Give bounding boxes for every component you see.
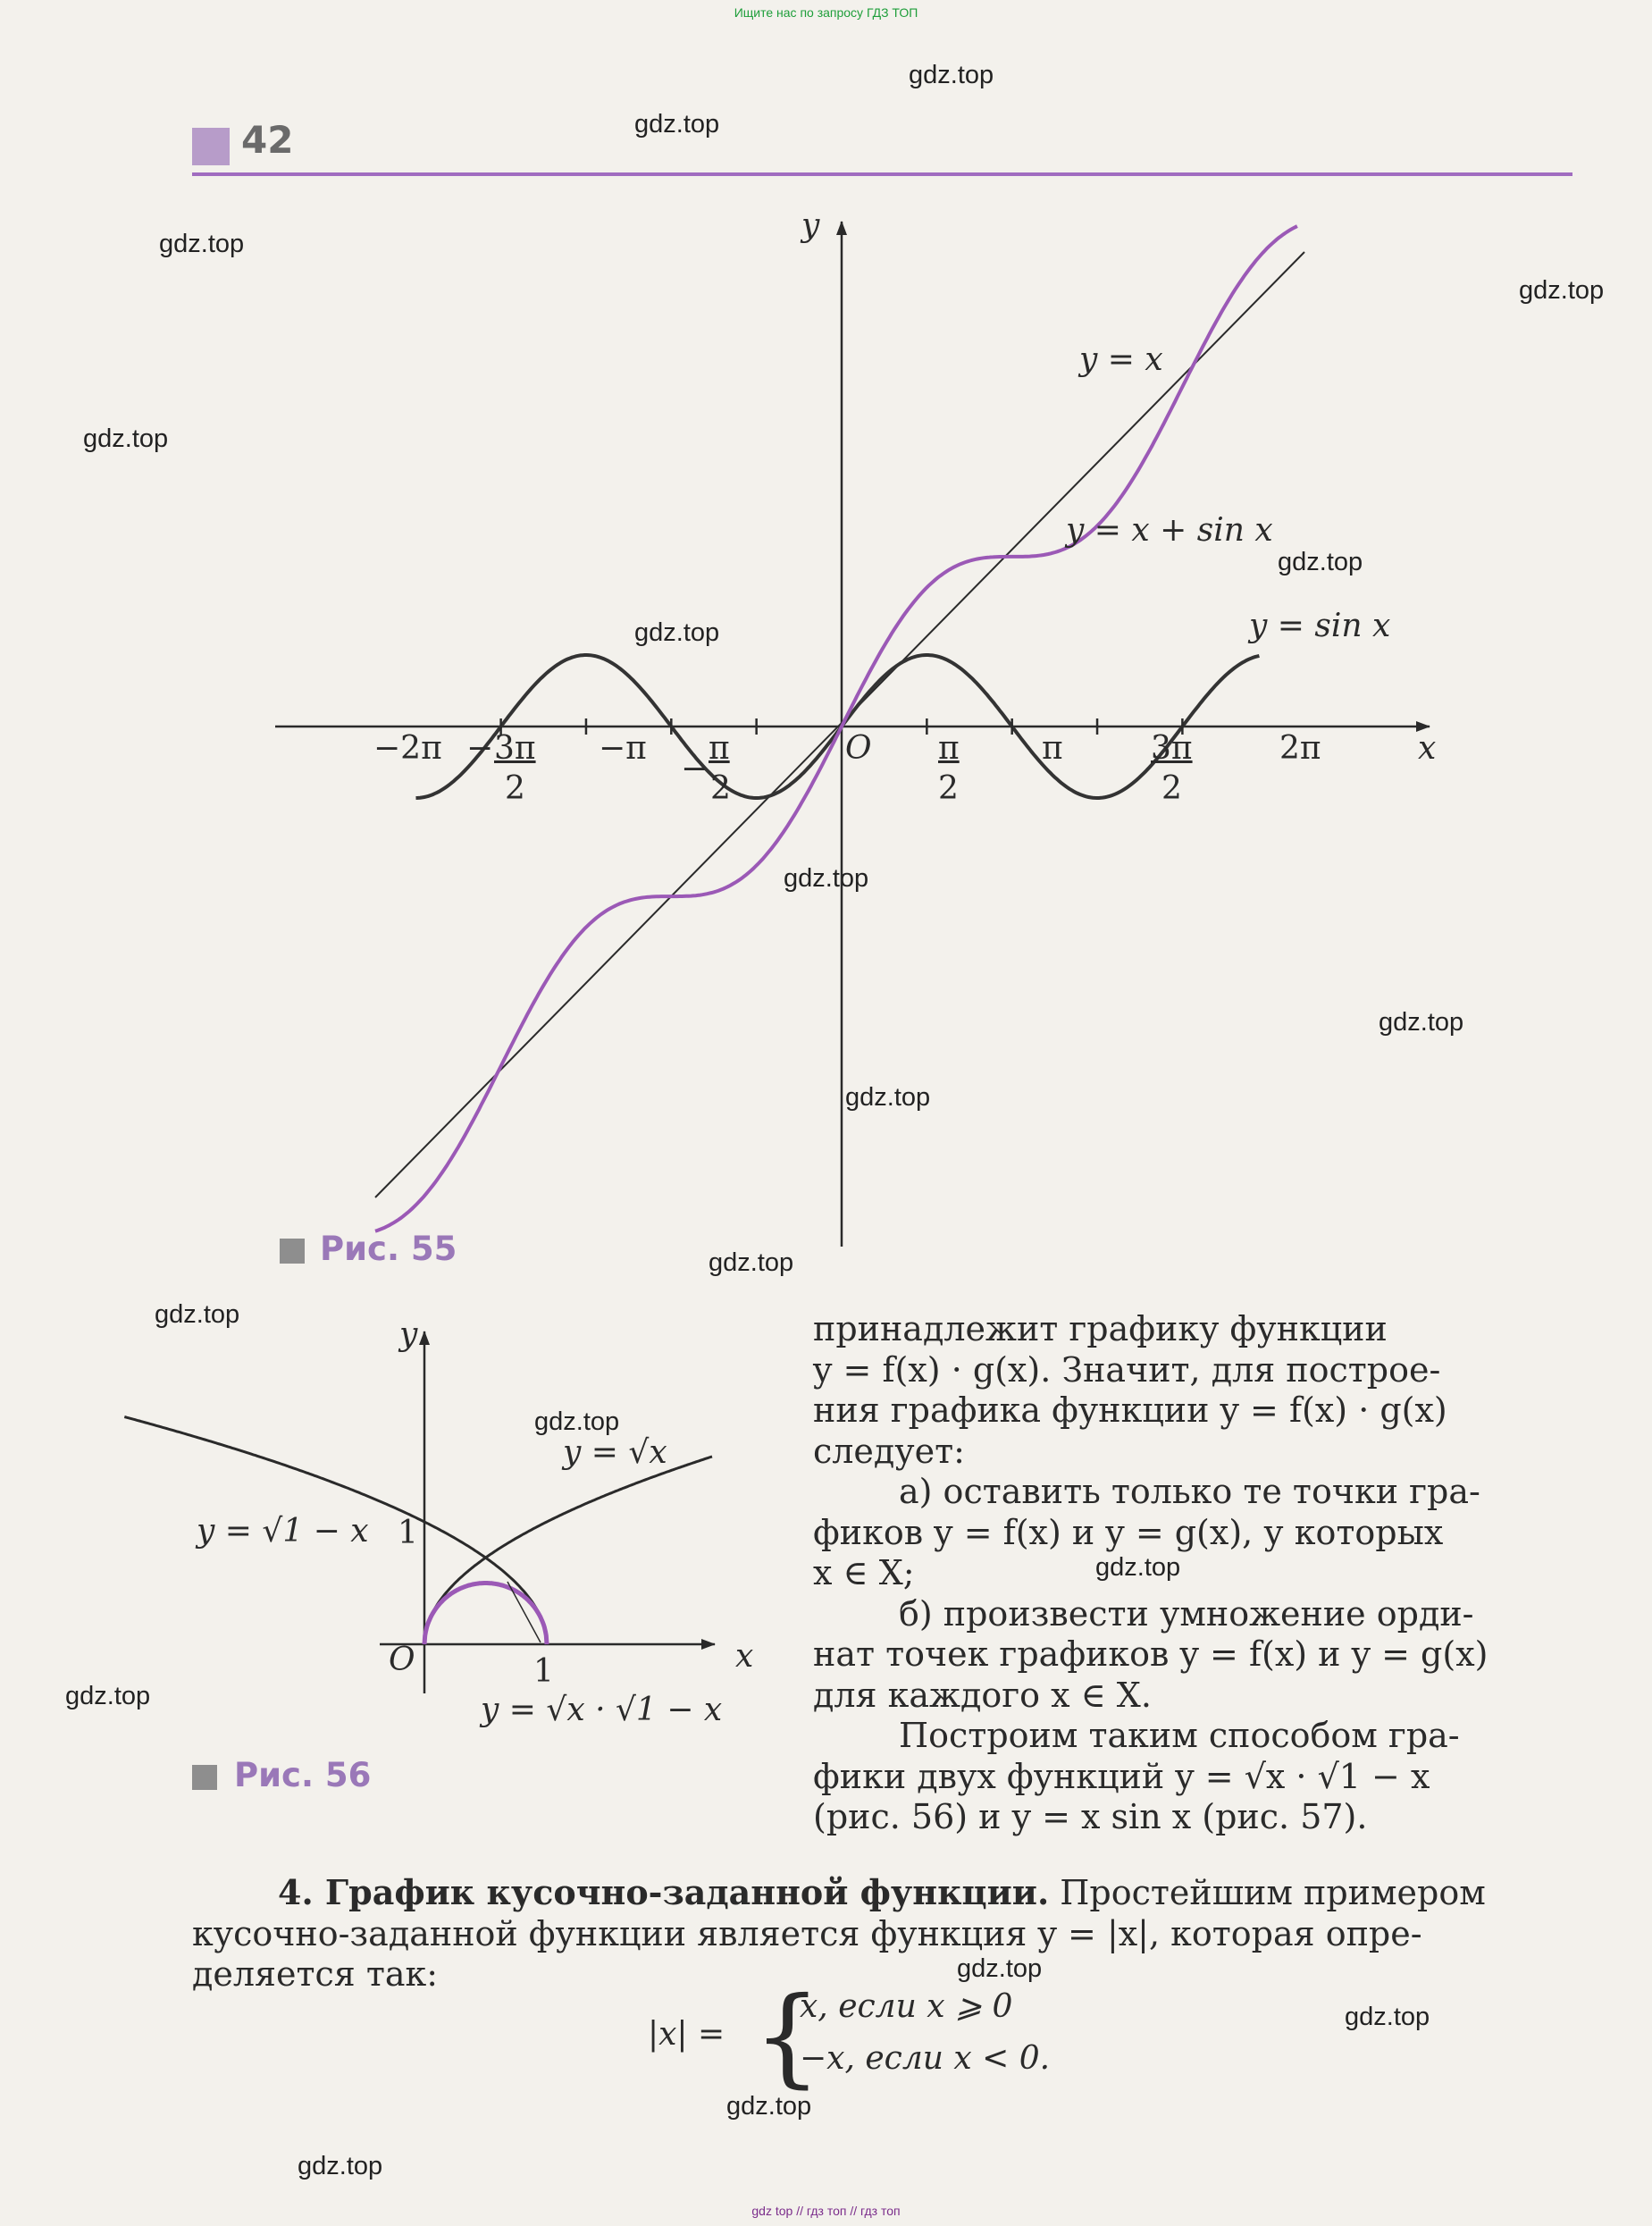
page-number: 42: [241, 118, 294, 162]
watermark: gdz.top: [845, 1083, 931, 1112]
text-line: для каждого x ∈ X.: [813, 1675, 1152, 1715]
text-line: фиков y = f(x) и y = g(x), у которых: [813, 1512, 1444, 1552]
watermark: gdz.top: [784, 864, 869, 893]
label-sin-x: y = sin x: [1249, 608, 1391, 644]
text-line: нат точек графиков y = f(x) и y = g(x): [813, 1634, 1488, 1674]
watermark: gdz.top: [709, 1248, 794, 1277]
section-4-title: 4. График кусочно-заданной функции.: [278, 1872, 1050, 1912]
top-banner: Ищите нас по запросу ГДЗ ТОП: [734, 5, 918, 20]
text-line: Построим таким способом гра-: [899, 1716, 1460, 1755]
text-line: следует:: [813, 1431, 965, 1471]
text-line: [192, 1872, 1568, 1914]
text-line: кусочно-заданной функции является функция y = |x|, которая опре-: [192, 1913, 1422, 1953]
watermark: gdz.top: [1345, 2003, 1430, 2031]
abs-lhs: |x| =: [648, 2016, 725, 2053]
tick-label-minus-sign: −: [466, 730, 494, 767]
curve-sqrt-x: [424, 1457, 712, 1644]
case-2: −x, если x < 0.: [800, 2040, 1051, 2077]
fig56-caption: Рис. 56: [234, 1756, 372, 1794]
text-line: y = f(x) · g(x). Значит, для построе-: [813, 1349, 1441, 1390]
text-line: (рис. 56) и y = x sin x (рис. 57).: [813, 1797, 1368, 1836]
fig56-caption-marker: [192, 1765, 217, 1790]
watermark: gdz.top: [909, 61, 994, 89]
fig56-origin-label: O: [389, 1642, 415, 1678]
text-line: б) произвести умножение орди-: [899, 1593, 1474, 1634]
section-4-rest: Простейшим примером: [1049, 1873, 1486, 1912]
tick-label-3pi-num: 3π: [494, 730, 536, 767]
label-sqrt-1-minus-x: y = √1 − x: [197, 1513, 369, 1550]
watermark: gdz.top: [1095, 1553, 1181, 1582]
watermark: gdz.top: [634, 110, 720, 139]
text-line: принадлежит графику функции: [813, 1309, 1388, 1348]
brace: {: [753, 1975, 822, 2099]
watermark: gdz.top: [159, 230, 245, 258]
watermark: gdz.top: [1519, 276, 1605, 305]
tick-label-2pi: 2π: [1279, 730, 1321, 767]
watermark: gdz.top: [298, 2152, 383, 2180]
watermark: gdz.top: [1379, 1008, 1464, 1037]
curve-product: [424, 1583, 547, 1645]
fig55-x-label: x: [1418, 730, 1437, 767]
tick-label-3pi2-num: 3π: [1151, 730, 1193, 767]
fig55-origin-label: O: [845, 730, 872, 767]
tick-label-3pi-den: 2: [505, 770, 525, 807]
tick-label-pi2-den: 2: [938, 770, 959, 807]
tick-label-pi-half-den: 2: [710, 770, 731, 807]
tick-label-minus-2pi: −2π: [373, 730, 442, 767]
fig56-y-label: y: [399, 1316, 418, 1353]
fig56-x-label: x: [735, 1638, 754, 1675]
watermark: gdz.top: [634, 618, 720, 647]
text-line: ния графика функции y = f(x) · g(x): [813, 1390, 1447, 1430]
label-x-plus-sin-x: y = x + sin x: [1066, 512, 1273, 549]
fig56-tick-one-y: 1: [398, 1515, 418, 1551]
tick-label-3pi2-den: 2: [1161, 770, 1182, 807]
label-sqrt-x: y = √x: [563, 1434, 667, 1471]
body-text-right: [813, 1309, 1568, 1838]
watermark: gdz.top: [83, 424, 169, 453]
watermark: gdz.top: [1278, 548, 1363, 576]
tick-label-pi-half-num: π: [709, 730, 730, 767]
watermark: gdz.top: [155, 1300, 240, 1329]
tick-label-minus-pi: −π: [599, 730, 647, 767]
fig56-tick-one-x: 1: [533, 1653, 554, 1690]
tick-label-minus-sign-2: −: [681, 751, 709, 787]
tick-label-pi: π: [1042, 730, 1063, 767]
watermark: gdz.top: [534, 1407, 620, 1436]
watermark: gdz.top: [65, 1682, 151, 1710]
text-line: деляется так:: [192, 1954, 439, 1994]
section-4: [192, 1872, 1568, 1995]
fig55-caption: Рис. 55: [320, 1230, 457, 1268]
fig55-y-label: y: [801, 207, 820, 244]
bottom-banner: gdz top // гдз топ // гдз топ: [751, 2204, 901, 2218]
text-line: фики двух функций y = √x · √1 − x: [813, 1756, 1430, 1796]
label-product: y = √x · √1 − x: [481, 1692, 723, 1728]
text-line: а) оставить только те точки гра-: [899, 1472, 1480, 1511]
tick-label-pi2-num: π: [938, 730, 960, 767]
case-1: x, если x ⩾ 0: [800, 1988, 1013, 2025]
label-y-eq-x: y = x: [1079, 341, 1163, 378]
watermark: gdz.top: [957, 1954, 1043, 1983]
watermark: gdz.top: [726, 2092, 812, 2121]
text-line: x ∈ X;: [813, 1553, 915, 1592]
